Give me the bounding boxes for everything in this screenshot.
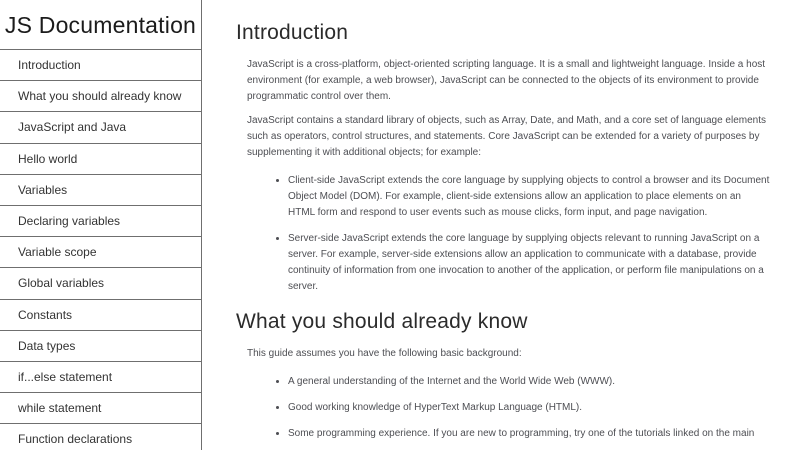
sidebar-item-global-variables[interactable]: Global variables xyxy=(0,268,201,299)
section-body xyxy=(247,57,770,295)
bullet-list xyxy=(247,173,770,295)
main-content xyxy=(202,0,800,450)
sidebar xyxy=(0,0,202,450)
bullet-list xyxy=(247,374,770,442)
list-item: • Server-side JavaScript extends the core language by supplying objects relevant to running JavaScript on a server. For example, server-side extensions allow an application to communicate with a database, provide continuity of information from one invocation to another of the application, or perform file manipulations on a server. xyxy=(288,231,770,295)
paragraph: JavaScript is a cross-platform, object-oriented scripting language. It is a small and lightweight language. Inside a host environment (for example, a web browser), JavaScript can be connected to the objects of its environment to provide programmatic control over them. xyxy=(247,59,766,102)
sidebar-item-data-types[interactable]: Data types xyxy=(0,331,201,362)
section-heading-what-you-should-already-know: What you should already know xyxy=(236,310,528,333)
section-introduction xyxy=(236,20,770,295)
sidebar-item-constants[interactable]: Constants xyxy=(0,300,201,331)
sidebar-item-while-statement[interactable]: while statement xyxy=(0,393,201,424)
section-what-you-should-already-know xyxy=(236,309,770,442)
paragraph: This guide assumes you have the following basic background: xyxy=(247,348,522,359)
list-item: • Some programming experience. If you are new to programming, try one of the tutorials linked on the main xyxy=(288,426,770,442)
section-heading-introduction: Introduction xyxy=(236,21,349,44)
list-item: • Client-side JavaScript extends the core language by supplying objects to control a browser and its Document Object Model (DOM). For example, client-side extensions allow an application to place elements on an HTML form and respond to user events such as mouse clicks, form input, and page navigation. xyxy=(288,173,770,221)
list-item: • Good working knowledge of HyperText Markup Language (HTML). xyxy=(288,400,770,416)
sidebar-item-variable-scope[interactable]: Variable scope xyxy=(0,237,201,268)
sidebar-item-what-you-should-already-know[interactable]: What you should already know xyxy=(0,81,201,112)
sidebar-item-if-else-statement[interactable]: if...else statement xyxy=(0,362,201,393)
sidebar-item-function-declarations[interactable]: Function declarations xyxy=(0,424,201,450)
sidebar-item-declaring-variables[interactable]: Declaring variables xyxy=(0,206,201,237)
sidebar-item-introduction[interactable]: Introduction xyxy=(0,50,201,81)
sidebar-title: JS Documentation xyxy=(0,0,201,50)
nav-list xyxy=(0,50,201,450)
sidebar-item-javascript-and-java[interactable]: JavaScript and Java xyxy=(0,112,201,143)
sidebar-item-variables[interactable]: Variables xyxy=(0,175,201,206)
sidebar-item-hello-world[interactable]: Hello world xyxy=(0,144,201,175)
section-body xyxy=(247,346,770,442)
paragraph: JavaScript contains a standard library of objects, such as Array, Date, and Math, and a core set of language elements such as operators, control structures, and statements. Core JavaScript can be extended for a variety of purposes by supplementing it with additional objects; for example: xyxy=(247,115,766,158)
list-item: • A general understanding of the Internet and the World Wide Web (WWW). xyxy=(288,374,770,390)
